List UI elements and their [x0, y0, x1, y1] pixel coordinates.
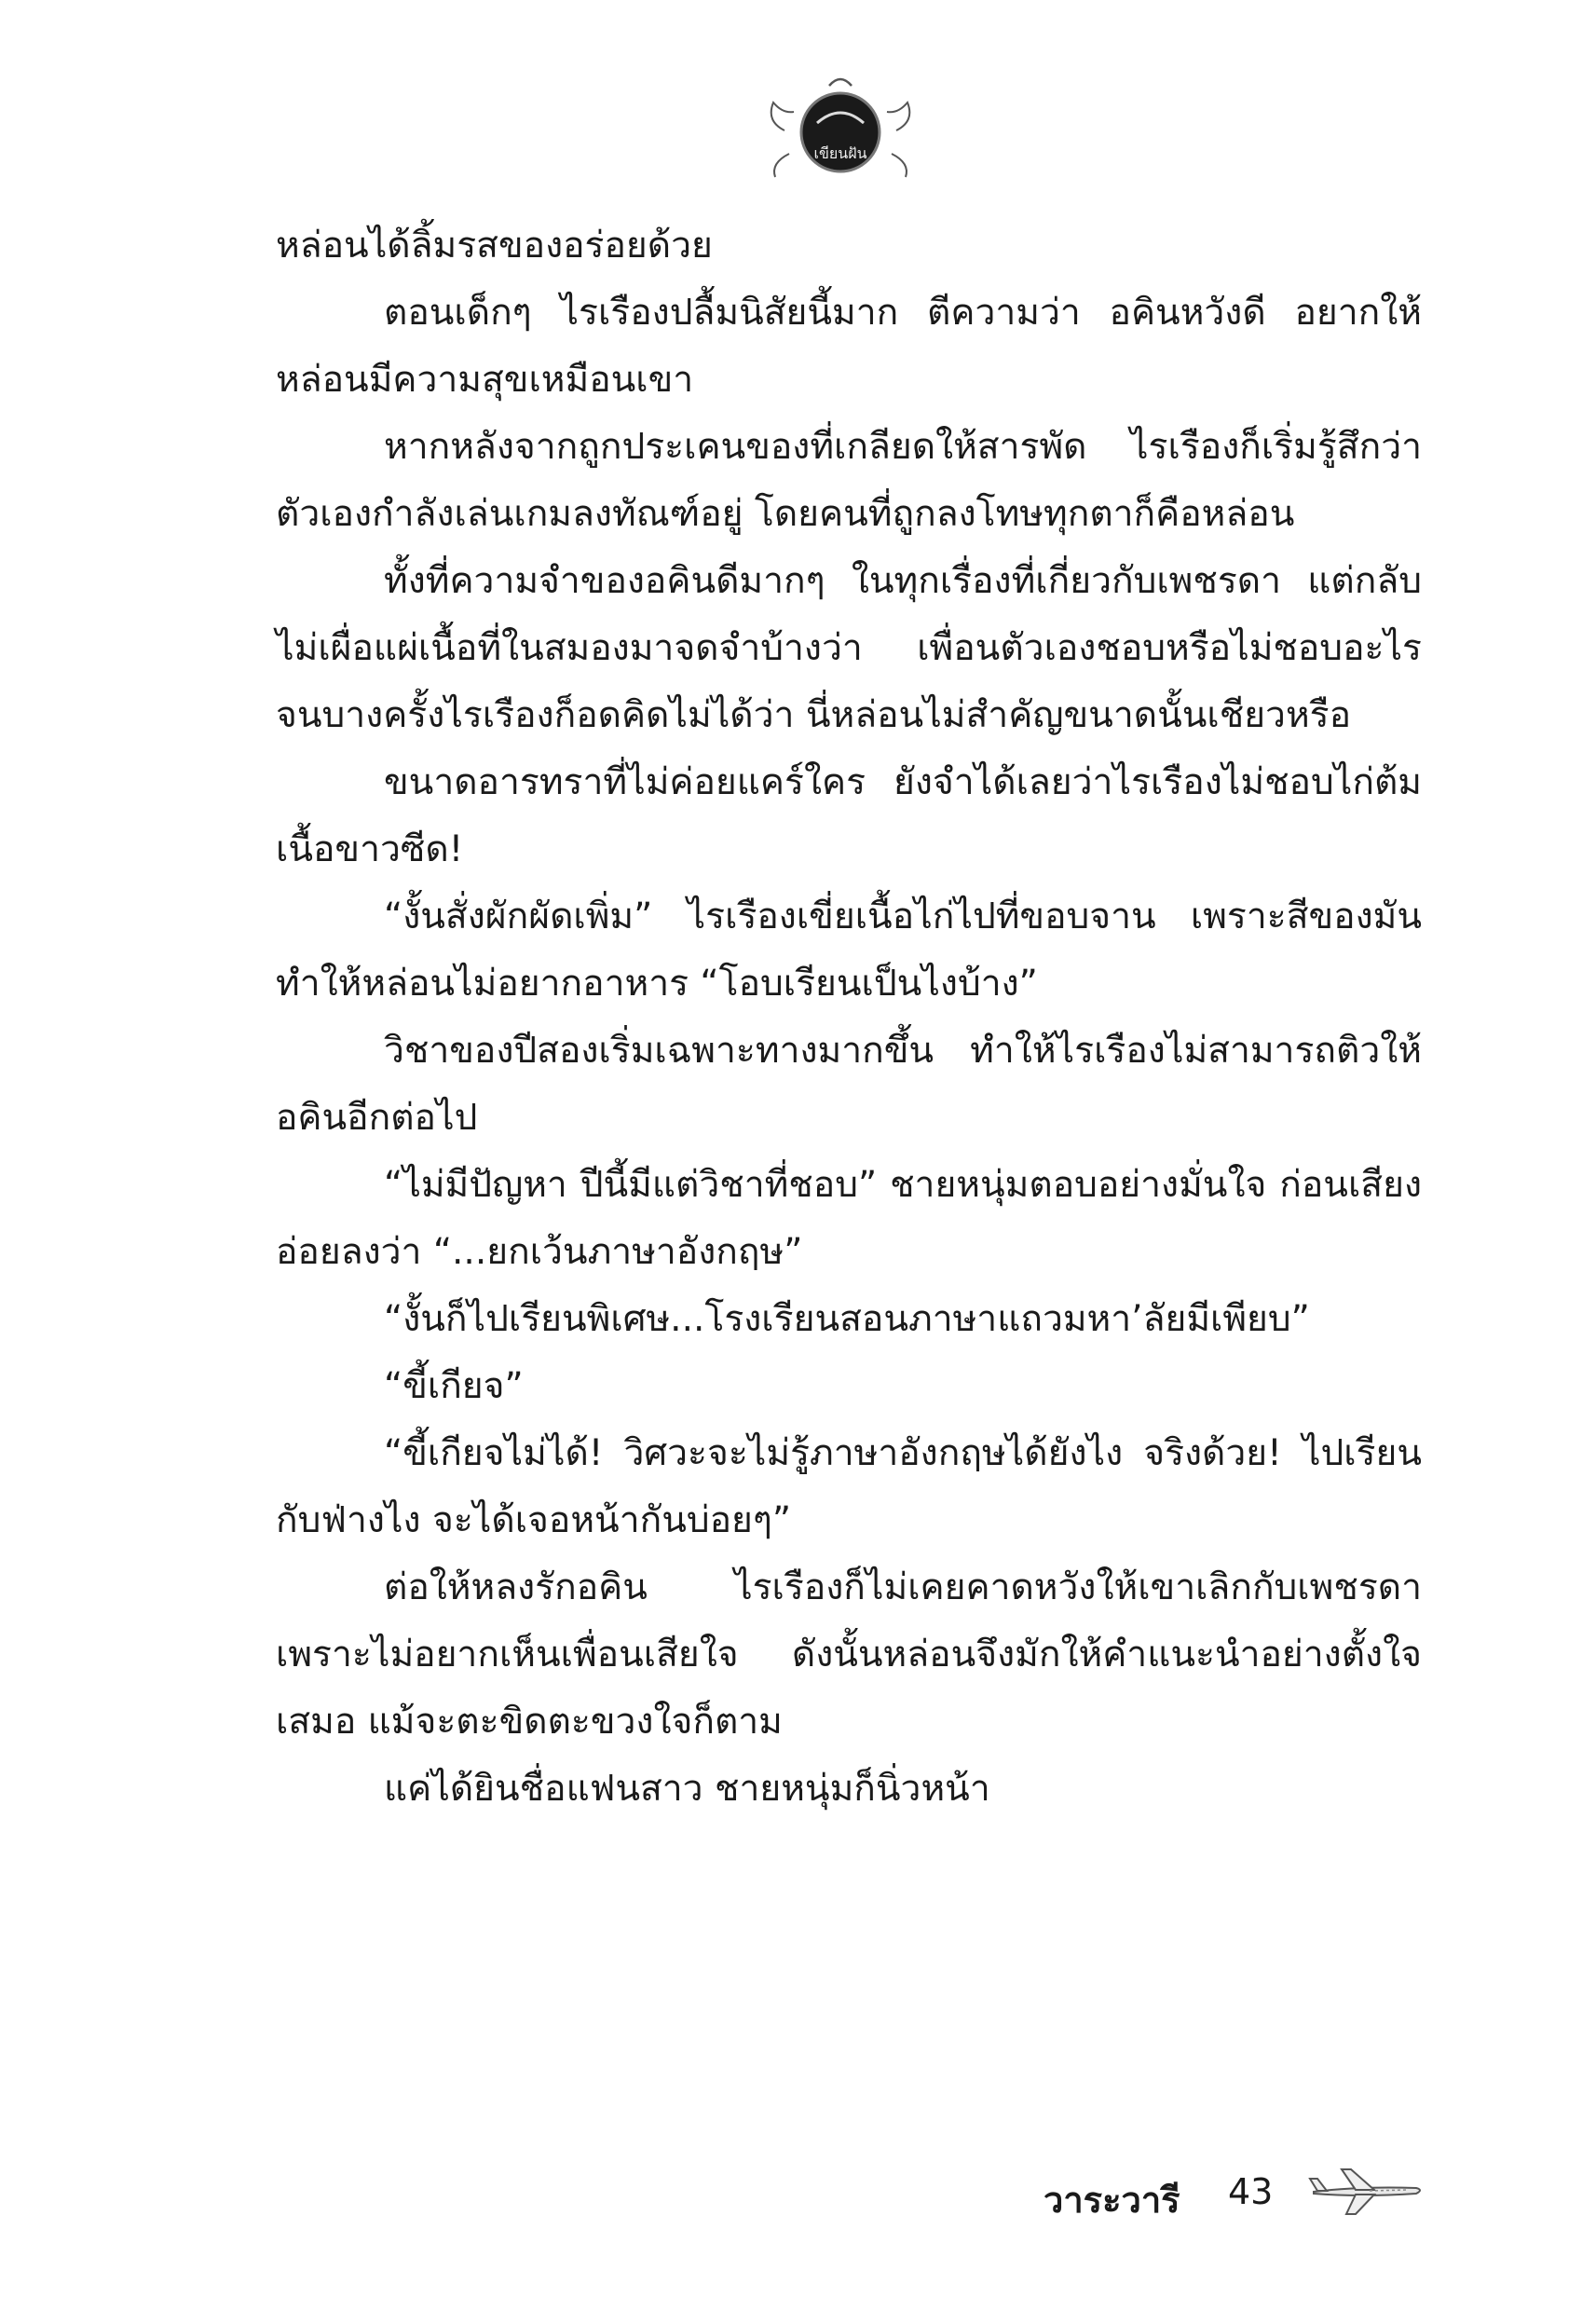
- paragraph: ต่อให้หลงรักอคิน ไรเรืองก็ไม่เคยคาดหวังให้เขาเลิกกับเพชรดา เพราะไม่อยากเห็นเพื่อนเสียใจ ดังนั้นหล่อนจึงมักให้คำแนะนำอย่างตั้งใจเสมอ แม้จะตะขิดตะขวงใจก็ตาม: [276, 1566, 1422, 1743]
- paragraph: “ขี้เกียจไม่ได้! วิศวะจะไม่รู้ภาษาอังกฤษได้ยังไง จริงด้วย! ไปเรียนกับฟ่างไง จะได้เจอหน้ากันบ่อยๆ”: [276, 1432, 1422, 1541]
- paragraph: ขนาดอารทราที่ไม่ค่อยแคร์ใคร ยังจำได้เลยว่าไรเรืองไม่ชอบไก่ต้มเนื้อขาวซีด!: [276, 761, 1422, 870]
- publisher-logo-emblem: [757, 65, 924, 186]
- body-text: [276, 212, 1422, 1823]
- paragraph: ตอนเด็กๆ ไรเรืองปลื้มนิสัยนี้มาก ตีความว่า อคินหวังดี อยากให้หล่อนมีความสุขเหมือนเขา: [276, 292, 1422, 401]
- paragraph: “งั้นก็ไปเรียนพิเศษ...โรงเรียนสอนภาษาแถวมหา’ลัยมีเพียบ”: [384, 1298, 1310, 1340]
- paragraph: ทั้งที่ความจำของอคินดีมากๆ ในทุกเรื่องที่เกี่ยวกับเพชรดา แต่กลับไม่เผื่อแผ่เนื้อที่ในสมองมาจดจำบ้างว่า เพื่อนตัวเองชอบหรือไม่ชอบอะไร จนบางครั้งไรเรืองก็อดคิดไม่ได้ว่า นี่หล่อนไม่สำคัญขนาดนั้นเชียวหรือ: [276, 560, 1422, 736]
- airplane-icon: [1304, 2164, 1425, 2220]
- page-number: 43: [1228, 2171, 1274, 2212]
- paragraph: แค่ได้ยินชื่อแฟนสาว ชายหนุ่มก็นิ่วหน้า: [384, 1768, 990, 1810]
- paragraph: หล่อนได้ลิ้มรสของอร่อยด้วย: [276, 225, 713, 267]
- paragraph: วิชาของปีสองเริ่มเฉพาะทางมากขึ้น ทำให้ไรเรืองไม่สามารถติวให้อคินอีกต่อไป: [276, 1030, 1422, 1139]
- paragraph: “ไม่มีปัญหา ปีนี้มีแต่วิชาที่ชอบ” ชายหนุ่มตอบอย่างมั่นใจ ก่อนเสียงอ่อยลงว่า “...ยกเว้นภาษาอังกฤษ”: [276, 1164, 1422, 1273]
- logo-text: เขียนฝัน: [813, 144, 867, 162]
- series-title: วาระวารี: [1044, 2180, 1180, 2221]
- paragraph: “งั้นสั่งผักผัดเพิ่ม” ไรเรืองเขี่ยเนื้อไก่ไปที่ขอบจาน เพราะสีของมันทำให้หล่อนไม่อยากอาหาร “โอบเรียนเป็นไงบ้าง”: [276, 896, 1422, 1005]
- paragraph: “ขี้เกียจ”: [384, 1365, 524, 1407]
- page-footer: [0, 2164, 1596, 2238]
- paragraph: หากหลังจากถูกประเคนของที่เกลียดให้สารพัด ไรเรืองก็เริ่มรู้สึกว่า ตัวเองกำลังเล่นเกมลงทัณฑ์อยู่ โดยคนที่ถูกลงโทษทุกตาก็คือหล่อน: [276, 426, 1422, 535]
